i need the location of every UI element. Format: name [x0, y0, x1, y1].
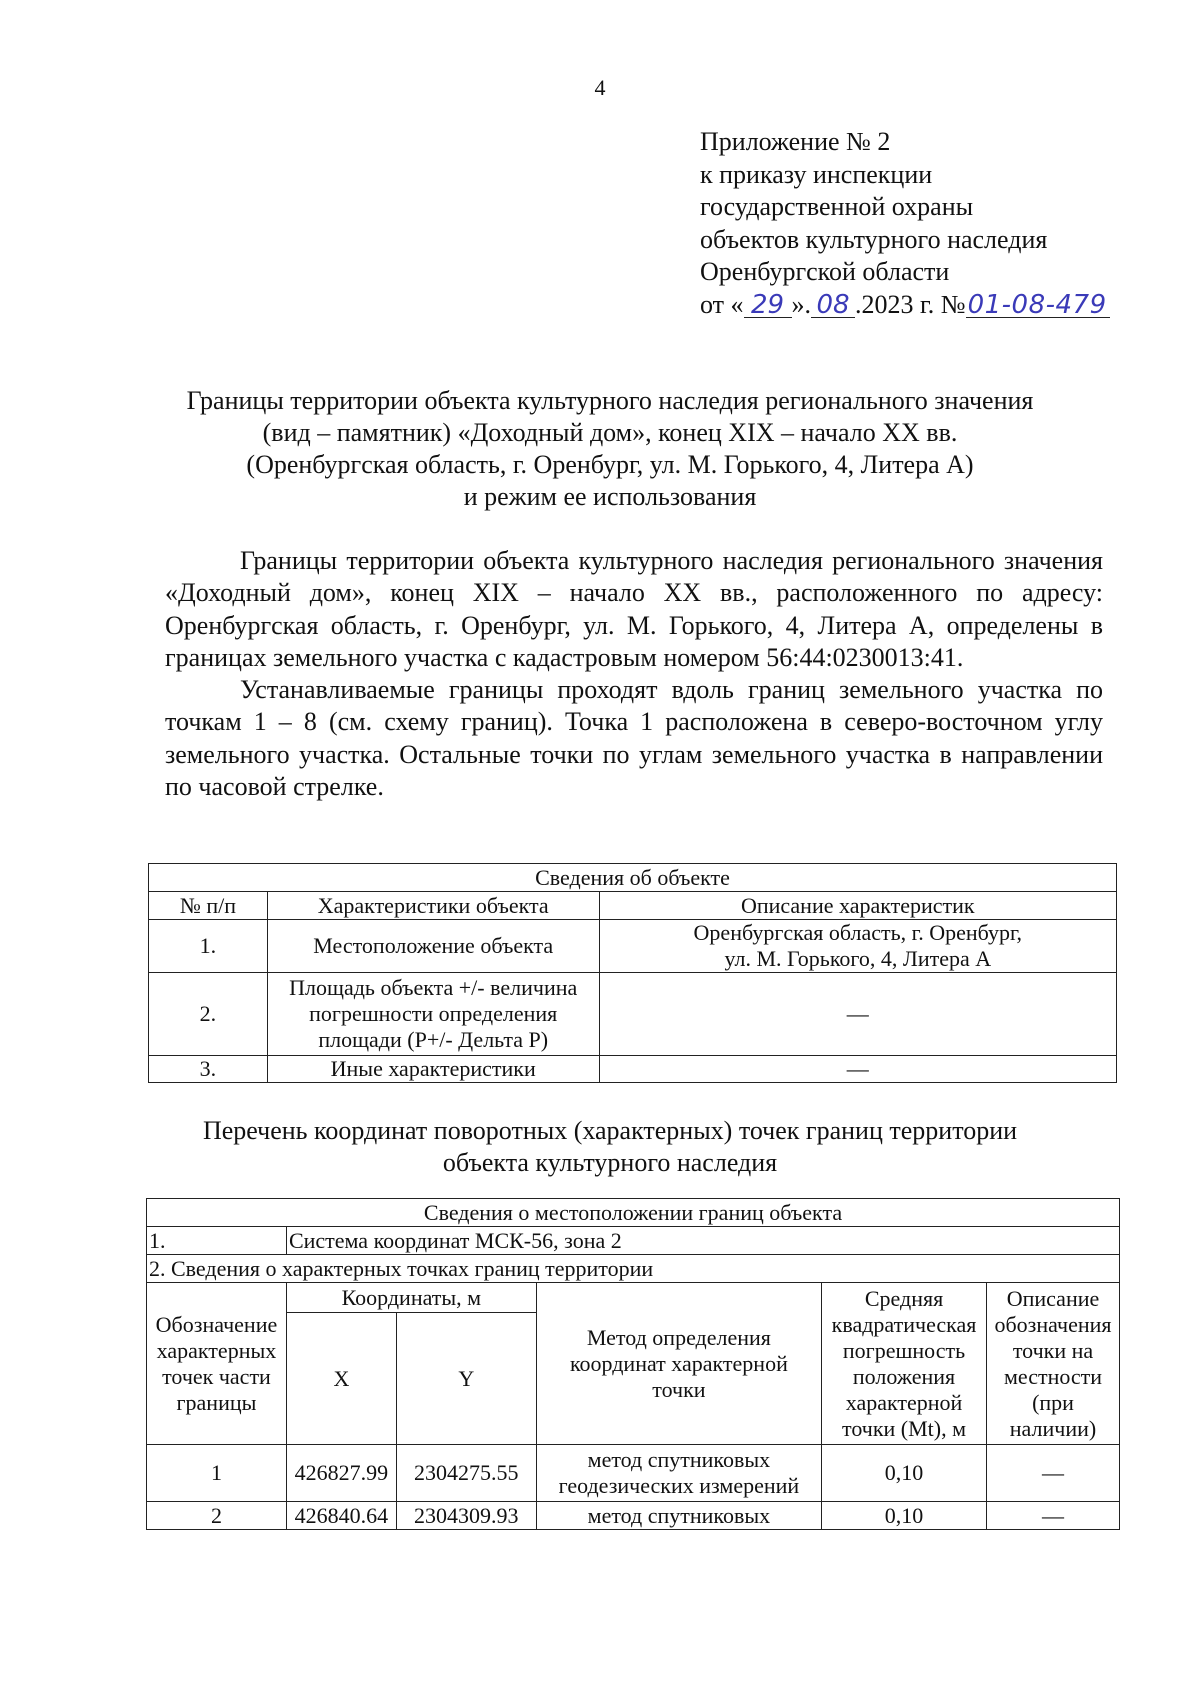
- header-line: обозначения: [994, 1311, 1112, 1337]
- document-title: [150, 385, 1070, 513]
- header-method: [536, 1283, 821, 1445]
- header-line: границы: [176, 1389, 257, 1415]
- annex-line: к приказу инспекции: [700, 159, 933, 189]
- header-line: точки (Mt), м: [842, 1415, 967, 1441]
- row-description: —: [599, 973, 1116, 1056]
- method-line: метод спутниковых: [587, 1502, 771, 1528]
- row-description: [599, 920, 1116, 973]
- annex-line: объектов культурного наследия: [700, 224, 1048, 254]
- header-line: Обозначение: [155, 1311, 278, 1337]
- header-num: № п/п: [149, 892, 268, 920]
- header-line: характерной: [845, 1389, 963, 1415]
- cell-y: 2304309.93: [396, 1502, 536, 1530]
- row-characteristic: Местоположение объекта: [267, 920, 599, 973]
- cell-method: [536, 1445, 821, 1502]
- table-row: [149, 973, 1117, 1056]
- cell-y: 2304275.55: [396, 1445, 536, 1502]
- header-line: координат характерной: [569, 1350, 788, 1376]
- annex-line: Оренбургской области: [700, 257, 950, 286]
- header-coordinates: Координаты, м: [286, 1283, 536, 1313]
- row-characteristic: Иные характеристики: [267, 1056, 599, 1083]
- description-line: ул. М. Горького, 4, Литера А: [724, 946, 992, 971]
- header-point: [147, 1283, 287, 1445]
- header-description: Описание характеристик: [599, 892, 1116, 920]
- title-line: (вид – памятник) «Доходный дом», конец XIX – начало XX вв.: [262, 418, 958, 447]
- system-num: 1.: [147, 1227, 287, 1255]
- header-line: положения: [852, 1363, 956, 1389]
- row-num: 3.: [149, 1056, 268, 1083]
- title-line: (Оренбургская область, г. Оренбург, ул. М. Горького, 4, Литера А): [246, 450, 974, 479]
- header-characteristic: Характеристики объекта: [267, 892, 599, 920]
- table-caption: Сведения о местоположении границ объекта: [147, 1199, 1120, 1227]
- row-description: —: [599, 1056, 1116, 1083]
- title-line: Границы территории объекта культурного наследия регионального значения: [186, 386, 1034, 415]
- table-row: [147, 1445, 1120, 1502]
- date-mid: ».: [791, 289, 812, 319]
- method-line: геодезических измерений: [558, 1473, 800, 1498]
- header-line: погрешность: [842, 1337, 966, 1363]
- table-caption: Сведения об объекте: [149, 864, 1117, 892]
- method-line: метод спутниковых: [587, 1447, 771, 1472]
- header-line: квадратическая: [831, 1311, 977, 1337]
- header-line: точек части: [162, 1363, 271, 1389]
- cell-error: 0,10: [822, 1502, 987, 1530]
- handwritten-order-number: 01-08-479: [966, 293, 1110, 318]
- handwritten-day: 29: [744, 293, 792, 318]
- row-num: 2.: [149, 973, 268, 1056]
- table-row: [149, 1056, 1117, 1083]
- cell-error: 0,10: [822, 1445, 987, 1502]
- table-row: [149, 920, 1117, 973]
- date-prefix: от «: [700, 289, 744, 319]
- table-row: [147, 1502, 1120, 1530]
- header-line: точки: [652, 1376, 706, 1402]
- annex-header: [700, 126, 1110, 321]
- object-info-table: [148, 863, 1117, 1083]
- handwritten-month: 08: [811, 293, 855, 318]
- header-line: Средняя: [864, 1285, 944, 1311]
- list-title-line: Перечень координат поворотных (характерных) точек границ территории: [202, 1116, 1018, 1145]
- header-error: [822, 1283, 987, 1445]
- cell-method: [536, 1502, 821, 1530]
- description-line: Оренбургская область, г. Оренбург,: [693, 920, 1023, 945]
- cell-point: 1: [147, 1445, 287, 1502]
- paragraph: Устанавливаемые границы проходят вдоль границ земельного участка по точкам 1 – 8 (см. схему границ). Точка 1 расположена в северо-восточном углу земельного участка. Остальные точки по углам земельного участка в направлении по часовой стрелке.: [165, 675, 1103, 802]
- paragraph: Границы территории объекта культурного наследия регионального значения «Доходный дом», конец XIX – начало XX вв., расположенного по адресу: Оренбургская область, г. Оренбург, ул. М. Горького, 4, Литера А, определены в границах земельного участка с кадастровым номером 56:44:0230013:41.: [165, 546, 1103, 672]
- list-title-line: объекта культурного наследия: [442, 1148, 778, 1177]
- title-line: и режим ее использования: [463, 482, 757, 511]
- cell-description: —: [987, 1445, 1120, 1502]
- cell-point: 2: [147, 1502, 287, 1530]
- coordinates-list-title: [150, 1115, 1070, 1179]
- characteristic-line: Площадь объекта +/- величина: [289, 975, 578, 1000]
- header-line: Описание: [1006, 1285, 1100, 1311]
- characteristic-line: погрешности определения: [309, 1001, 558, 1026]
- cell-description: —: [987, 1502, 1120, 1530]
- header-line: Метод определения: [586, 1324, 771, 1350]
- row-characteristic: [267, 973, 599, 1056]
- header-line: наличии): [1009, 1415, 1097, 1441]
- header-x: X: [286, 1313, 396, 1445]
- coordinates-table: [146, 1198, 1120, 1530]
- header-line: (при: [1032, 1389, 1074, 1415]
- annex-line: государственной охраны: [700, 192, 974, 221]
- header-line: характерных: [156, 1337, 277, 1363]
- characteristic-line: площади (Р+/- Дельта Р): [318, 1027, 549, 1052]
- cell-x: 426840.64: [286, 1502, 396, 1530]
- body-text: [165, 545, 1103, 803]
- header-y: Y: [396, 1313, 536, 1445]
- page-number: 4: [594, 75, 606, 100]
- row-num: 1.: [149, 920, 268, 973]
- annex-line: Приложение № 2: [700, 127, 891, 156]
- header-line: точки на: [1012, 1337, 1094, 1363]
- header-description: [987, 1283, 1120, 1445]
- coordinate-system: Система координат МСК-56, зона 2: [286, 1227, 1119, 1255]
- annex-date-line: [700, 289, 1110, 322]
- section-title: 2. Сведения о характерных точках границ территории: [147, 1255, 1120, 1283]
- header-line: местности: [1003, 1363, 1103, 1389]
- date-suffix: .2023 г. №: [855, 289, 966, 319]
- cell-x: 426827.99: [286, 1445, 396, 1502]
